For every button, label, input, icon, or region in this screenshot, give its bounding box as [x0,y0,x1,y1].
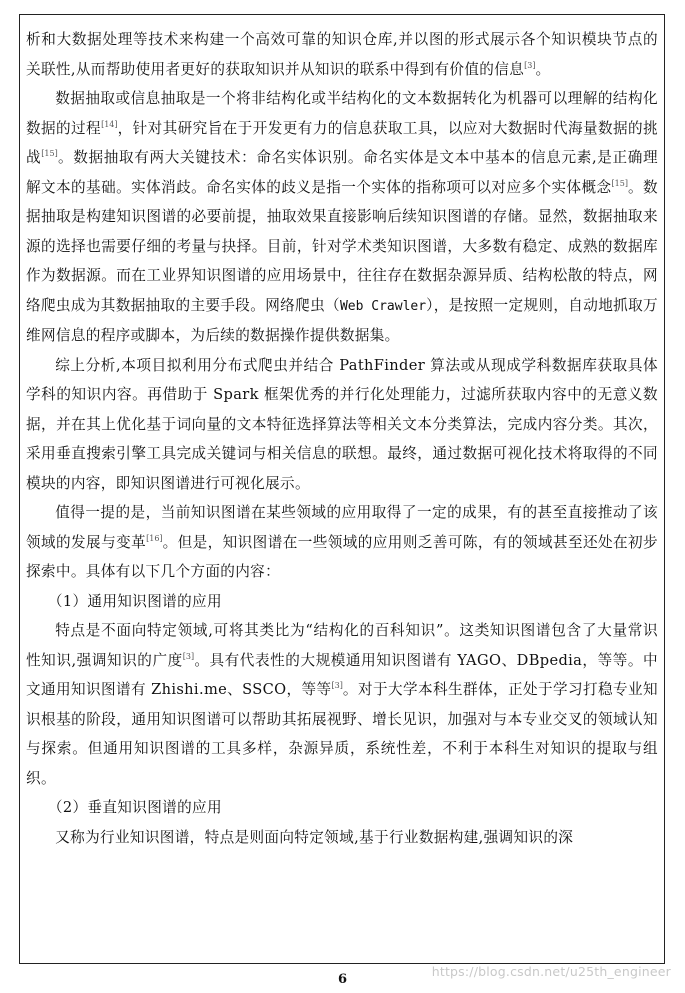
paragraph [26,823,658,853]
text-run: 析和大数据处理等技术来构建一个高效可靠的知识仓库,并以图的形式展示各个知识模块节点的关联性,从而帮助使用者更好的获取知识并从知识的联系中得到有价值的信息 [26,31,658,78]
page-number: 6 [337,972,348,987]
citation: [15] [41,149,58,159]
text-run: 。数据抽取有两大关键技术：命名实体识别。命名实体是文本中基本的信息元素,是正确理解文本的基础。实体消歧。命名实体的歧义是指一个实体的指称项可以对应多个实体概念 [26,149,658,196]
text-run: （2）垂直知识图谱的应用 [47,799,222,816]
paragraph [26,84,658,351]
text-run: 综上分析,本项目拟利用分布式爬虫并结合 PathFinder 算法或从现成学科数据库获取具体学科的知识内容。再借助于 Spark 框架优秀的并行化处理能力，过滤所获取内容中的无意义数据，并在其上优化基于词向量的文本特征选择算法等相关文本分类算法，完成内容分类。其次，采用垂直搜索引擎工具完成关键词与相关信息的联想。最终，通过数据可视化技术将取得的不同模块的内容，即知识图谱进行可视化展示。 [26,356,658,492]
watermark: https://blog.csdn.net/u25th_engineer [431,964,671,979]
paragraph [26,351,658,499]
text-run: 值得一提的是，当前知识图谱在某些领域的应用取得了一定的成果，有的甚至直接推动了该领域的发展与变革 [26,504,658,551]
citation: [14] [101,119,118,129]
text-run: 。具有代表性的大规模通用知识图谱有 YAGO、DBpedia，等等。中文通用知识图谱有 Zhishi.me、SSCO，等等 [26,651,658,698]
text-run: 特点是不面向特定领域,可将其类比为“结构化的百科知识”。这类知识图谱包含了大量常识性知识,强调知识的广度 [26,622,658,669]
text-run: 。对于大学本科生群体，正处于学习打稳专业知识根基的阶段，通用知识图谱可以帮助其拓展视野、增长见识，加强对与本专业交叉的领域认知与探索。但通用知识图谱的工具多样，杂源异质，系统性差，不利于本科生对知识的提取与组织。 [26,681,658,787]
paragraph [26,25,658,84]
citation: [16] [146,533,163,543]
citation: [3] [331,681,343,691]
page-frame [19,14,665,964]
paragraph [26,498,658,587]
text-run: （1）通用知识图谱的应用 [47,592,222,610]
paragraph [26,616,658,793]
section-heading [26,793,658,823]
text-run: 。 [535,60,551,78]
citation: [3] [524,60,536,70]
citation: [3] [182,651,195,661]
text-run: 。但是，知识图谱在一些领域的应用则乏善可陈，有的领域甚至还处在初步探索中。具体有以下几个方面的内容： [26,533,658,580]
text-run: 。数据抽取是构建知识图谱的必要前提，抽取效果直接影响后续知识图谱的存储。显然，数据抽取来源的选择也需要仔细的考量与抉择。目前，针对学术类知识图谱，大多数有稳定、成熟的数据库作为数据源。而在工业界知识图谱的应用场景中，往往存在数据杂源异质、结构松散的特点，网络爬虫成为其数据抽取的主要手段。网络爬虫（ [26,178,658,314]
text-run: 数据抽取或信息抽取是一个将非结构化或半结构化的文本数据转化为机器可以理解的结构化数据的过程 [26,90,658,137]
section-heading [26,587,658,617]
text-run: ），是按照一定规则，自动地抓取万维网信息的程序或脚本，为后续的数据操作提供数据集。 [26,296,658,344]
text-run: 又称为行业知识图谱，特点是则面向特定领域,基于行业数据构建,强调知识的深 [55,828,574,846]
document-body [26,25,658,852]
citation: [15] [611,178,628,188]
code-term: Web Crawler [339,298,427,314]
text-run: ，针对其研究旨在于开发更有力的信息获取工具，以应对大数据时代海量数据的挑战 [26,119,658,166]
